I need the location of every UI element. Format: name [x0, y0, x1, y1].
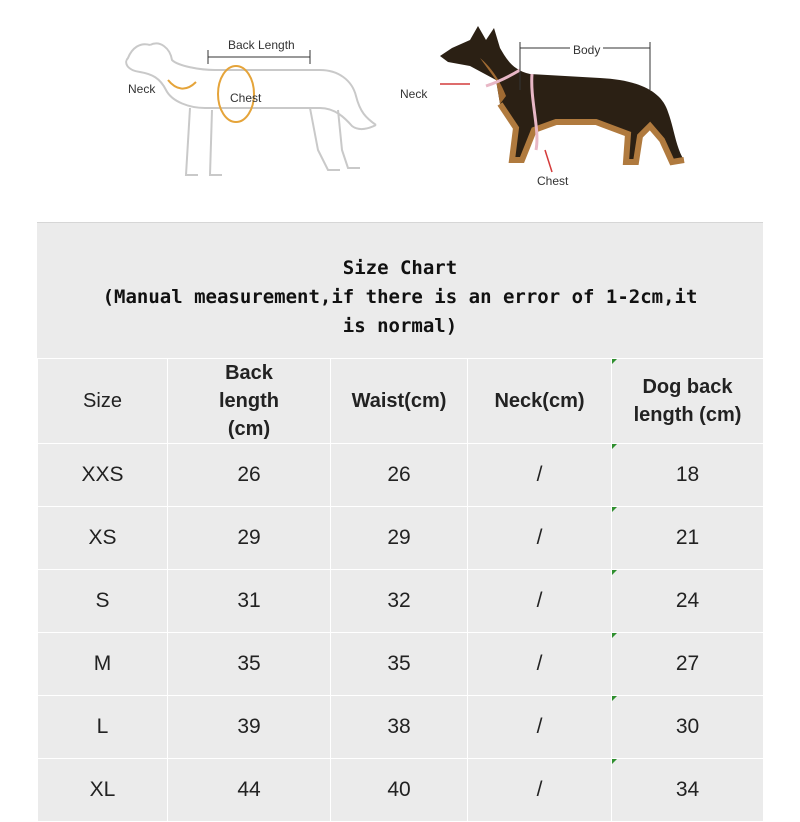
cell-neck: /	[468, 444, 612, 507]
size-table	[37, 358, 764, 822]
cell-size: XL	[38, 759, 168, 822]
cell-marker	[612, 570, 617, 575]
table-header-row	[38, 359, 764, 444]
cell-marker	[612, 759, 617, 764]
cell-waist: 32	[331, 570, 468, 633]
cell-dog-back-length-text: 21	[675, 526, 700, 549]
cell-dog-back-length	[612, 696, 764, 759]
cell-back-length: 35	[168, 633, 331, 696]
cell-dog-back-length-text: 24	[675, 589, 700, 612]
cell-neck: /	[468, 759, 612, 822]
size-chart-title-block	[37, 222, 763, 358]
chest-label-left: Chest	[230, 91, 262, 105]
header-back-length: Back length (cm)	[168, 359, 331, 444]
cell-back-length: 44	[168, 759, 331, 822]
cell-dog-back-length	[612, 759, 764, 822]
cell-waist: 35	[331, 633, 468, 696]
measurement-note-line1: (Manual measurement,if there is an error of 1-2cm,it	[102, 286, 698, 308]
table-row	[38, 507, 764, 570]
header-dog-back-length-text: Dog back length (cm)	[633, 376, 742, 426]
cell-waist: 40	[331, 759, 468, 822]
cell-size: XS	[38, 507, 168, 570]
cell-waist: 29	[331, 507, 468, 570]
cell-marker	[612, 444, 617, 449]
cell-marker	[612, 633, 617, 638]
header-size: Size	[38, 359, 168, 444]
cell-waist: 26	[331, 444, 468, 507]
back-length-label: Back Length	[228, 38, 295, 52]
header-neck: Neck(cm)	[468, 359, 612, 444]
cell-size: M	[38, 633, 168, 696]
cell-size: XXS	[38, 444, 168, 507]
cell-dog-back-length	[612, 507, 764, 570]
cell-dog-back-length-text: 34	[675, 778, 700, 801]
header-dog-back-length	[612, 359, 764, 444]
table-row	[38, 696, 764, 759]
neck-label-left: Neck	[128, 82, 156, 96]
cell-neck: /	[468, 633, 612, 696]
measurement-diagram	[0, 0, 800, 215]
cell-marker	[612, 507, 617, 512]
table-row	[38, 759, 764, 822]
measurement-note-line2: is normal)	[342, 315, 458, 337]
cell-neck: /	[468, 696, 612, 759]
body-label: Body	[570, 43, 603, 57]
table-row	[38, 633, 764, 696]
cell-back-length: 31	[168, 570, 331, 633]
header-waist: Waist(cm)	[331, 359, 468, 444]
cell-back-length: 39	[168, 696, 331, 759]
chest-label-right: Chest	[537, 174, 569, 188]
neck-label-right: Neck	[400, 87, 428, 101]
dog-outline-illustration	[0, 0, 800, 215]
dog-photo-illustration	[440, 26, 684, 162]
cell-dog-back-length-text: 27	[675, 652, 700, 675]
cell-size: S	[38, 570, 168, 633]
cell-back-length: 26	[168, 444, 331, 507]
cell-marker	[612, 696, 617, 701]
table-row	[38, 570, 764, 633]
cell-dog-back-length	[612, 444, 764, 507]
cell-dog-back-length	[612, 633, 764, 696]
cell-neck: /	[468, 507, 612, 570]
cell-dog-back-length-text: 18	[675, 463, 700, 486]
cell-waist: 38	[331, 696, 468, 759]
cell-size: L	[38, 696, 168, 759]
cell-dog-back-length-text: 30	[675, 715, 700, 738]
table-row	[38, 444, 764, 507]
cell-marker	[612, 359, 617, 364]
cell-neck: /	[468, 570, 612, 633]
cell-back-length: 29	[168, 507, 331, 570]
cell-dog-back-length	[612, 570, 764, 633]
size-chart-title: Size Chart	[342, 257, 458, 279]
